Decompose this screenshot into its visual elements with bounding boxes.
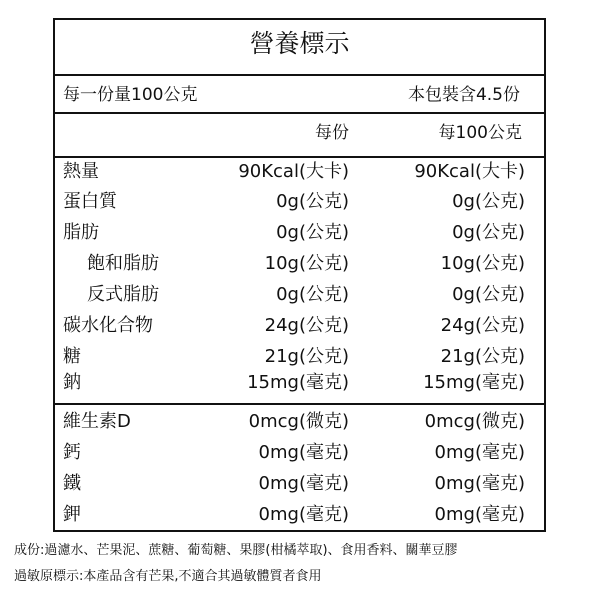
nutrient-row-calcium [55, 439, 544, 467]
panel-title: 營養標示 [249, 29, 350, 58]
per-serving-value: 0mg(毫克) [258, 442, 349, 463]
per-100g-value: 21g(公克) [440, 346, 525, 367]
per-serving-value: 10g(公克) [264, 253, 349, 274]
nutrition-facts-panel [53, 18, 546, 532]
nutrient-name: 鐵 [63, 473, 81, 494]
per-100g-value: 15mg(毫克) [423, 372, 525, 393]
per-100g-value: 0mg(毫克) [434, 504, 525, 525]
nutrient-name: 鈉 [63, 372, 81, 393]
nutrient-row-sugar [55, 343, 544, 371]
per-100g-value: 0g(公克) [452, 284, 525, 305]
nutrient-row-vitamin-d [55, 408, 544, 436]
nutrient-row-fat [55, 219, 544, 247]
nutrient-row-sodium [55, 369, 544, 397]
per-100g-value: 0g(公克) [452, 191, 525, 212]
nutrient-name: 維生素D [63, 411, 131, 432]
nutrient-name: 脂肪 [63, 222, 99, 243]
per-serving-value: 15mg(毫克) [247, 372, 349, 393]
divider [55, 112, 544, 114]
nutrient-row-potassium [55, 501, 544, 529]
per-serving-value: 0g(公克) [276, 191, 349, 212]
column-header-per-100g: 每100公克 [438, 123, 522, 143]
column-header-per-serving: 每份 [315, 123, 349, 143]
per-serving-value: 0g(公克) [276, 222, 349, 243]
per-100g-value: 24g(公克) [440, 315, 525, 336]
nutrient-name: 熱量 [63, 161, 99, 182]
nutrient-row-saturated-fat [55, 250, 544, 278]
serving-size: 每一份量100公克 [63, 85, 198, 105]
nutrient-row-carbohydrate [55, 312, 544, 340]
per-serving-value: 21g(公克) [264, 346, 349, 367]
per-100g-value: 0mcg(微克) [424, 411, 525, 432]
per-100g-value: 0mg(毫克) [434, 442, 525, 463]
nutrient-name: 鈣 [63, 442, 81, 463]
nutrient-name: 蛋白質 [63, 191, 117, 212]
per-100g-value: 90Kcal(大卡) [414, 161, 525, 182]
per-serving-value: 0g(公克) [276, 284, 349, 305]
per-serving-value: 0mg(毫克) [258, 473, 349, 494]
per-serving-value: 0mcg(微克) [248, 411, 349, 432]
servings-per-package: 本包裝含4.5份 [407, 85, 520, 105]
per-serving-value: 90Kcal(大卡) [238, 161, 349, 182]
divider [55, 403, 544, 405]
nutrient-row-protein [55, 188, 544, 216]
per-serving-value: 24g(公克) [264, 315, 349, 336]
nutrient-name: 鉀 [63, 504, 81, 525]
divider [55, 74, 544, 76]
nutrient-name: 碳水化合物 [63, 315, 153, 336]
per-100g-value: 10g(公克) [440, 253, 525, 274]
nutrient-row-energy [55, 158, 544, 186]
nutrient-name: 飽和脂肪 [87, 253, 159, 274]
per-100g-value: 0mg(毫克) [434, 473, 525, 494]
per-100g-value: 0g(公克) [452, 222, 525, 243]
nutrient-row-trans-fat [55, 281, 544, 309]
nutrient-name: 糖 [63, 346, 81, 367]
per-serving-value: 0mg(毫克) [258, 504, 349, 525]
ingredients-text: 成份:過濾水、芒果泥、蔗糖、葡萄糖、果膠(柑橘萃取)、食用香料、關華豆膠 [14, 543, 458, 558]
nutrient-name: 反式脂肪 [87, 284, 159, 305]
allergen-text: 過敏原標示:本產品含有芒果,不適合其過敏體質者食用 [14, 569, 322, 584]
nutrient-row-iron [55, 470, 544, 498]
